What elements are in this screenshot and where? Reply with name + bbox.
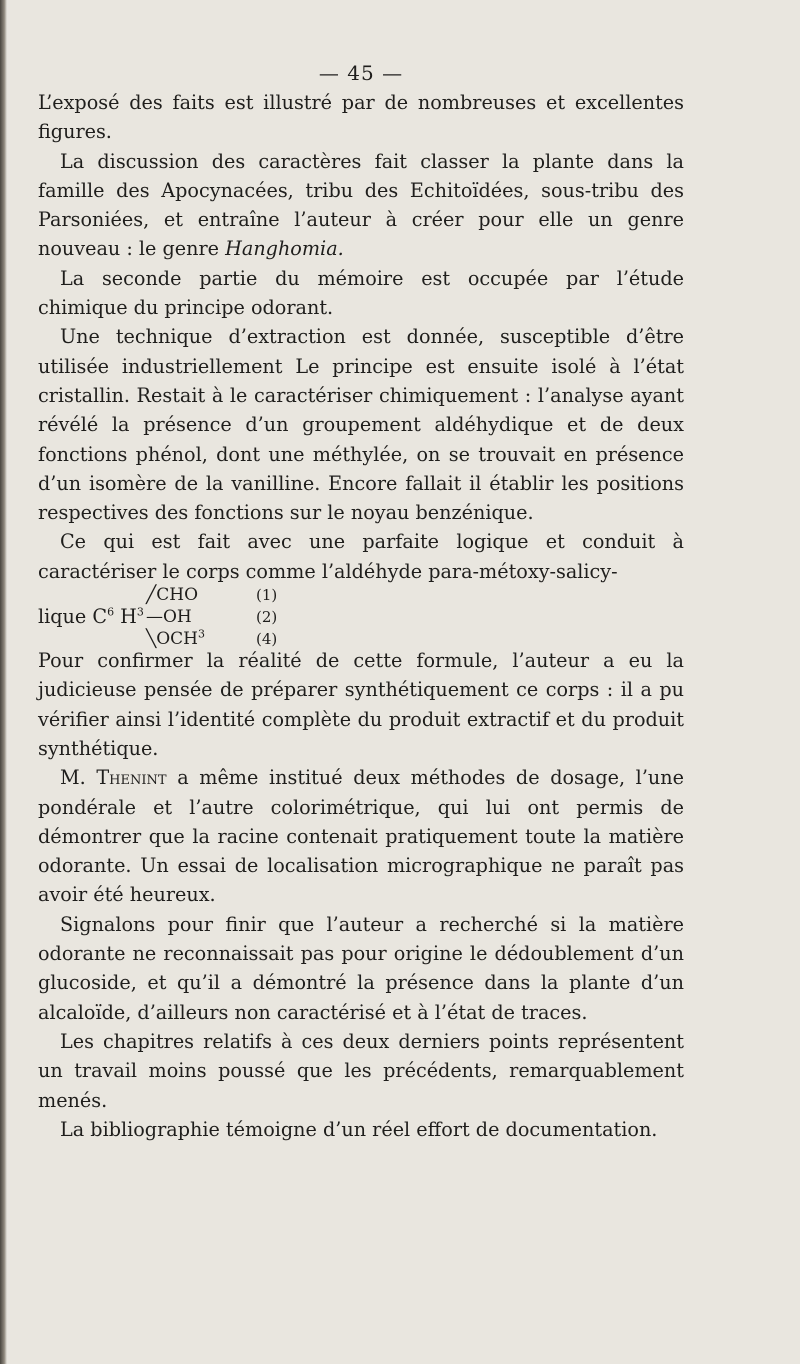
genus-name: Hanghomia. <box>225 237 344 261</box>
formula-positions <box>256 584 277 650</box>
page-number: — 45 — <box>318 61 404 85</box>
paragraph: L’exposé des faits est illustré par de nombreuses et excellentes figures. <box>38 91 684 144</box>
formula-c-count: 6 <box>107 605 115 619</box>
formula-och-sub: 3 <box>198 627 206 641</box>
paragraph <box>38 147 684 264</box>
author-name: Thenint <box>96 766 167 790</box>
formula-position-1: (1) <box>256 586 278 605</box>
paragraph: Pour confirmer la réalité de cette formule, l’auteur a eu la judicieuse pensée de préparer synthétiquement ce corps : il a pu vérifier ainsi l’identité complète du produit extractif et du produit synthétique. <box>38 649 684 760</box>
paragraph: Signalons pour finir que l’auteur a recherché si la matière odorante ne reconnaissait pas pour origine le dédoublement d’un glucoside, et qu’il a démontré la présence dans la plante d’un alcaloïde, d’ailleurs non caractérisé et à l’état de traces. <box>38 912 684 1024</box>
paragraph: La seconde partie du mémoire est occupée par l’étude chimique du principe odorant. <box>38 266 684 320</box>
paragraph: Une technique d’extraction est donnée, susceptible d’être utilisée industriellement Le principe est ensuite isolé à l’état cristallin. Restait à le caractériser chimiquement : l’analyse ayant révélé la présence d’un groupement aldéhydique et de deux fonctions phénol, dont une méthylée, on se trouvait en présence d’un isomère de la vanilline. Encore fallait il établir les positions respectives des fonctions sur le noyau benzénique. <box>38 325 684 525</box>
document-page <box>38 58 684 1144</box>
formula-h-count: 3 <box>136 605 144 619</box>
paragraph-text: La discussion des caractères fait classer la plante dans la famille des Apocynacées, tribu des Echitoïdées, sous-tribu des Parsoniées, et entraîne l’auteur à créer pour elle un genre nouveau : le genre <box>38 149 684 261</box>
paragraph: Ce qui est fait avec une parfaite logique et conduit à caractériser le corps comme l’aldéhyde para-métoxy-salicy- <box>38 530 684 583</box>
formula-group-oh: —OH <box>146 607 192 628</box>
paragraph: Les chapitres relatifs à ces deux derniers points représentent un travail moins poussé que les précédents, remarquablement menés. <box>38 1029 684 1112</box>
author-prefix: M. <box>60 766 97 790</box>
paragraph <box>38 763 684 909</box>
formula-group-och-text: ╲OCH <box>146 629 199 650</box>
formula-lead-text: lique C <box>38 605 108 629</box>
formula-position-2: (2) <box>256 608 278 627</box>
formula-groups <box>146 584 205 650</box>
formula-h-text: H <box>114 605 137 629</box>
formula-lead <box>38 602 144 631</box>
binding-edge <box>0 0 7 1364</box>
paragraph-text: a même institué deux méthodes de dosage, l’une pondérale et l’autre colorimétrique, qui lui ont permis de démontrer que la racine contenait pratiquement toute la matière odorante. Un essai de localisation micrographique ne paraît pas avoir été heureux. <box>38 766 684 907</box>
formula-position-4: (4) <box>256 630 278 649</box>
formula-group-cho: ╱CHO <box>146 585 199 606</box>
chemical-formula <box>38 585 684 650</box>
paragraph: La bibliographie témoigne d’un réel effort de documentation. <box>60 1117 658 1141</box>
formula-group-och <box>146 628 205 650</box>
